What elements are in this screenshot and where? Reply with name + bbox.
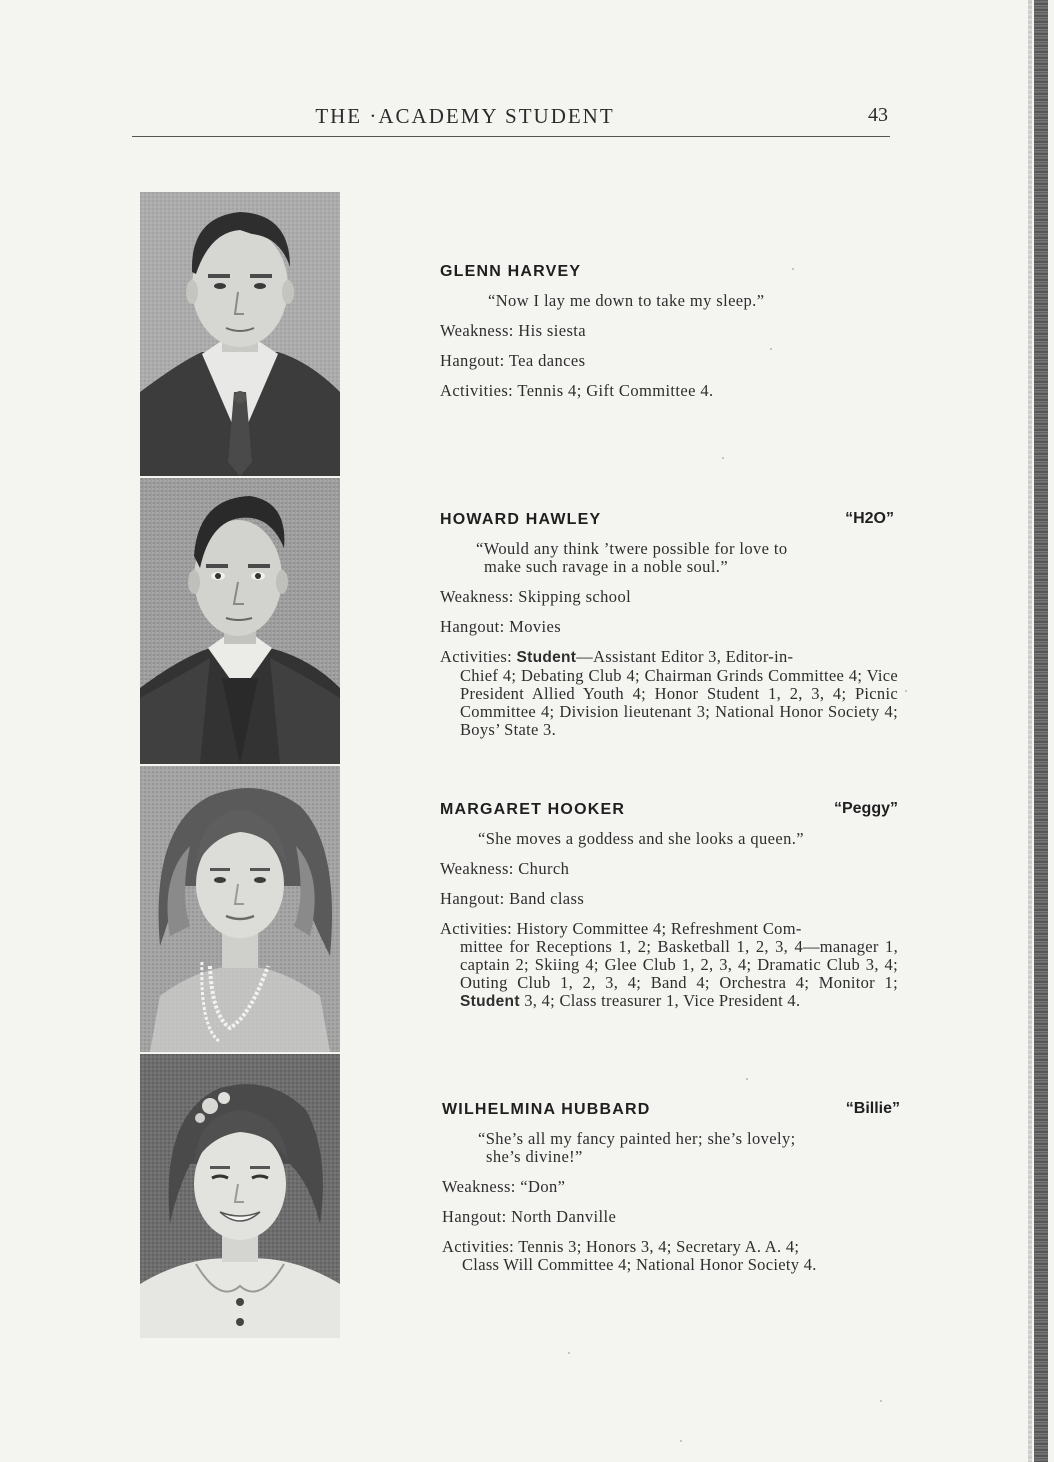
student-nickname: “H2O” (845, 510, 894, 527)
hangout-value: Movies (509, 617, 562, 636)
running-header (132, 104, 892, 136)
activities-field (440, 648, 898, 739)
portrait-margaret-hooker (140, 766, 340, 1052)
name-row (440, 262, 898, 284)
student-name: MARGARET HOOKER (440, 801, 626, 818)
activities-continuation: Chief 4; Debating Club 4; Chairman Grinds Committee 4; Vice President Allied Youth 4; Honor Student 1, 2, 3, 4; Picnic Committee 4; Division lieutenant 3; National Honor Society 4; Boys’ State 3. (460, 666, 898, 739)
student-quote (440, 292, 898, 310)
quote-line: “She moves a goddess and she looks a queen.” (478, 829, 804, 848)
portrait-photo-1 (140, 192, 340, 476)
scan-speck (905, 690, 907, 692)
weakness-value: “Don” (520, 1177, 566, 1196)
portrait-photo-2 (140, 478, 340, 764)
student-entry-1 (440, 262, 898, 400)
weakness-label: Weakness: (440, 587, 514, 606)
name-row (442, 1100, 900, 1122)
weakness-field (440, 860, 898, 878)
activities-value: Tennis 4; Gift Committee 4. (517, 381, 714, 400)
hangout-field (440, 618, 898, 636)
hangout-field (440, 890, 898, 908)
activities-continuation (440, 938, 898, 1011)
weakness-label: Weakness: (440, 859, 514, 878)
weakness-field (440, 322, 898, 340)
student-nickname: “Billie” (845, 1100, 900, 1117)
activities-value: Tennis 3; Honors 3, 4; Secretary A. A. 4; (518, 1237, 800, 1256)
hangout-value: North Danville (511, 1207, 617, 1226)
portrait-photo-4 (140, 1054, 340, 1338)
hangout-label: Hangout: (440, 889, 505, 908)
quote-line: “Would any think ’twere possible for love to (476, 539, 788, 558)
scan-speck (792, 268, 794, 270)
weakness-value: Church (518, 859, 570, 878)
activities-text: mittee for Receptions 1, 2; Basketball 1, 2, 3, 4—manager 1, captain 2; Skiing 4; Glee Club 1, 2, 3, 4; Dramatic Club 3, 4; Outing Club 1, 2, 3, 4; Band 4; Orchestra 4; Monitor 1; (460, 937, 898, 992)
quote-line: make such ravage in a noble soul.” (484, 557, 729, 576)
activities-field (442, 1238, 900, 1274)
publication-title: THE ·ACADEMY STUDENT (315, 104, 615, 128)
activities-label: Activities: (440, 381, 514, 400)
hangout-label: Hangout: (440, 351, 505, 370)
activities-continuation: Class Will Committee 4; National Honor Society 4. (462, 1255, 817, 1274)
hangout-label: Hangout: (440, 617, 505, 636)
weakness-value: Skipping school (518, 587, 632, 606)
quote-line: she’s divine!” (486, 1147, 583, 1166)
student-name: WILHELMINA HUBBARD (442, 1101, 651, 1118)
activities-value: —Assistant Editor 3, Editor-in- (576, 647, 794, 666)
weakness-field (442, 1178, 900, 1196)
name-row (440, 800, 898, 822)
activities-label: Activities: (440, 647, 513, 666)
activities-text: 3, 4; Class treasurer 1, Vice President 4. (519, 991, 801, 1010)
weakness-value: His siesta (518, 321, 586, 340)
scan-speck (680, 1440, 682, 1442)
activities-value: History Committee 4; Refreshment Com- (516, 919, 802, 938)
portrait-howard-hawley (140, 478, 340, 764)
hangout-value: Band class (509, 889, 585, 908)
hangout-field (440, 352, 898, 370)
quote-line: “She’s all my fancy painted her; she’s lovely; (478, 1129, 796, 1148)
student-name: HOWARD HAWLEY (440, 511, 602, 528)
scan-speck (722, 457, 724, 459)
hangout-field (442, 1208, 900, 1226)
activities-bold-word: Student (460, 993, 520, 1010)
student-entry-2 (440, 510, 898, 739)
scan-speck (568, 1352, 570, 1354)
page-number: 43 (868, 104, 888, 126)
student-quote (440, 830, 898, 848)
activities-field (440, 920, 898, 1011)
scan-speck (746, 1078, 748, 1080)
activities-bold-word: Student (516, 649, 577, 666)
weakness-field (440, 588, 898, 606)
quote-line: “Now I lay me down to take my sleep.” (488, 291, 765, 310)
portrait-photo-3 (140, 766, 340, 1052)
weakness-label: Weakness: (440, 321, 514, 340)
student-nickname: “Peggy” (833, 800, 898, 817)
student-name: GLENN HARVEY (440, 263, 582, 280)
photo-strip (140, 192, 340, 1338)
header-rule (132, 136, 890, 137)
hangout-label: Hangout: (442, 1207, 507, 1226)
student-quote (440, 540, 898, 576)
scan-binding-edge (1034, 0, 1048, 1462)
portrait-glenn-harvey (140, 192, 340, 476)
scan-speck (770, 348, 772, 350)
activities-label: Activities: (440, 919, 513, 938)
hangout-value: Tea dances (508, 351, 586, 370)
activities-label: Activities: (442, 1237, 515, 1256)
scan-speck (880, 1400, 882, 1402)
student-entry-3 (440, 800, 898, 1011)
weakness-label: Weakness: (442, 1177, 516, 1196)
name-row (440, 510, 898, 532)
student-entry-4 (442, 1100, 900, 1274)
student-quote (442, 1130, 900, 1166)
portrait-wilhelmina-hubbard (140, 1054, 340, 1338)
activities-field (440, 382, 898, 400)
